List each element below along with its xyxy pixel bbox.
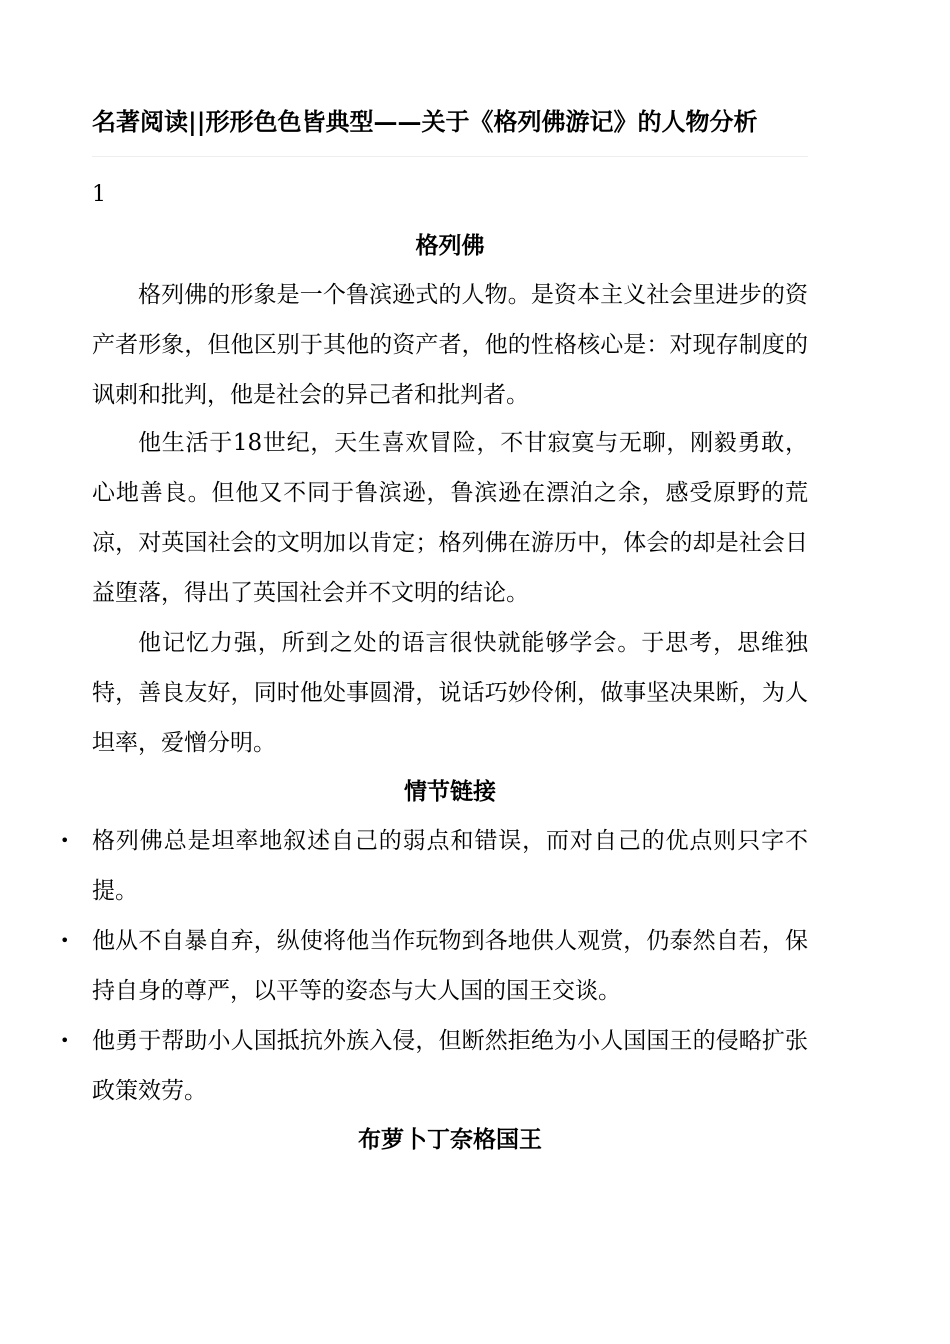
bullet-icon: • [60, 831, 70, 850]
heading-plot-links: 情节链接 [404, 778, 496, 805]
paragraph-gulliver-3: 他记忆力强，所到之处的语言很快就能够学会。于思考，思维独特，善良友好，同时他处事圆滑，说话巧妙伶俐，做事坚决果断，为人坦率，爱憎分明。 [92, 630, 808, 756]
list-item [60, 816, 808, 916]
list-item [60, 1016, 808, 1116]
article-title: 名著阅读||形形色色皆典型——关于《格列佛游记》的人物分析 [92, 107, 758, 136]
bullet-icon: • [60, 1031, 70, 1050]
plot-links-list [60, 816, 808, 1116]
list-item-text: 格列佛总是坦率地叙述自己的弱点和错误，而对自己的优点则只字不提。 [92, 828, 808, 904]
bullet-icon: • [60, 931, 70, 950]
heading-king: 布萝卜丁奈格国王 [358, 1126, 542, 1153]
list-item-text: 他从不自暴自弃，纵使将他当作玩物到各地供人观赏，仍泰然自若，保持自身的尊严，以平等的姿态与大人国的国王交谈。 [92, 928, 808, 1004]
title-divider [92, 156, 808, 157]
heading-gulliver: 格列佛 [415, 232, 485, 259]
list-item-text: 他勇于帮助小人国抵抗外族入侵，但断然拒绝为小人国国王的侵略扩张政策效劳。 [92, 1028, 808, 1104]
list-item [60, 916, 808, 1016]
section-number: 1 [92, 182, 106, 207]
paragraph-gulliver-2: 他生活于18世纪，天生喜欢冒险，不甘寂寞与无聊，刚毅勇敢，心地善良。但他又不同于鲁滨逊，鲁滨逊在漂泊之余，感受原野的荒凉，对英国社会的文明加以肯定；格列佛在游历中，体会的却是社会日益堕落，得出了英国社会并不文明的结论。 [92, 430, 808, 606]
paragraph-gulliver-1: 格列佛的形象是一个鲁滨逊式的人物。是资本主义社会里进步的资产者形象，但他区别于其他的资产者，他的性格核心是：对现存制度的讽刺和批判，他是社会的异己者和批判者。 [92, 282, 808, 408]
